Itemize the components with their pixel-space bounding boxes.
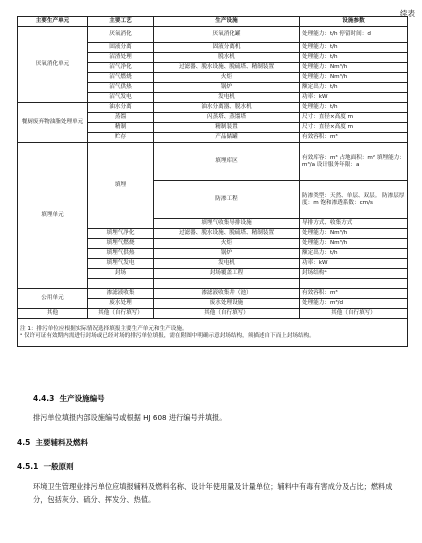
- section-number: 4.5.1: [17, 462, 39, 471]
- param-cell: 功率：kW: [300, 259, 408, 269]
- facility-cell: 过滤器、脱水设施、脱硫塔、精制装置: [154, 229, 300, 239]
- header-facility: 生产设施: [154, 17, 300, 27]
- param-cell: 处理能力：t/h: [300, 43, 408, 53]
- header-params: 设施参数: [300, 17, 408, 27]
- facility-cell: 厌氧消化罐: [154, 27, 300, 43]
- facility-cell: 废水处理设施: [154, 299, 300, 309]
- process-cell: 油水分离: [88, 103, 154, 113]
- facility-cell: 填埋库区: [154, 143, 300, 181]
- notes-cell: [18, 319, 408, 347]
- param-cell: 处理能力：t/h: [300, 53, 408, 63]
- param-cell: 尺寸：直径×高度 m: [300, 113, 408, 123]
- process-cell: 沼气燃烧: [88, 73, 154, 83]
- facility-cell: [154, 279, 300, 289]
- unit-oil: 餐厨废弃物油脂处理单元: [18, 103, 88, 143]
- param-cell: 其他（自行填写）: [300, 309, 408, 319]
- facility-cell: 闪蒸塔、蒸馏塔: [154, 113, 300, 123]
- table-row: [18, 289, 408, 299]
- section-title: 主要辅料及燃料: [35, 438, 89, 447]
- section-4-5-1-heading: [17, 461, 74, 472]
- process-cell: 蒸馏: [88, 113, 154, 123]
- param-cell: 有效容积：m³: [300, 289, 408, 299]
- note-a: ᵃ 仅许可证有效期内需进行封场或已经对场的排污单位填报，需在附图中明确示意封场结构，须描述自下而上封场结构。: [20, 332, 315, 339]
- facility-cell: 锅炉: [154, 83, 300, 93]
- section-4-4-3-text: 排污单位填报内部设施编号或根据 HJ 608 进行编号并填报。: [33, 413, 227, 422]
- facility-cell: 渗滤液收集井（池）: [154, 289, 300, 299]
- param-cell: 处理能力：Nm³/h: [300, 229, 408, 239]
- section-title: 生产设施编号: [59, 394, 105, 403]
- table-row: [18, 143, 408, 181]
- table-row: [18, 27, 408, 43]
- process-cell: 填埋气发电: [88, 259, 154, 269]
- facility-cell: 填埋气收集导排设施: [154, 219, 300, 229]
- facility-cell: 其他（自行填写）: [154, 309, 300, 319]
- process-cell: 封场: [88, 269, 154, 279]
- param-cell: 封场结构ᵃ: [300, 269, 408, 279]
- param-cell: 导排方式、收集方式: [300, 219, 408, 229]
- facility-cell: 脱水机: [154, 53, 300, 63]
- facility-cell: 火炬: [154, 239, 300, 249]
- continued-label: 续表: [400, 9, 415, 18]
- param-cell: 处理能力：Nm³/h: [300, 239, 408, 249]
- process-cell: 沼气净化: [88, 63, 154, 73]
- param-cell: 有效容积：m³: [300, 133, 408, 143]
- unit-anaerobic: 厌氧消化单元: [18, 27, 88, 103]
- param-cell: 功率：kW: [300, 93, 408, 103]
- process-cell: 固液分离: [88, 43, 154, 53]
- param-cell: 尺寸：直径×高度 m: [300, 123, 408, 133]
- facility-cell: 产品储罐: [154, 133, 300, 143]
- table-row-other: [18, 309, 408, 319]
- section-4-4-3-heading: [33, 393, 105, 404]
- process-cell: 沼气发电: [88, 93, 154, 103]
- facility-cell: 发电机: [154, 259, 300, 269]
- section-4-5-1-text: 环境卫生管理业排污单位应填报辅料及燃料名称、设计年使用量及计量单位；辅料中有毒有害成分及占比；燃料成分，包括灰分、硫分、挥发分、热值。: [33, 482, 393, 504]
- section-4-5-heading: [17, 437, 88, 448]
- unit-other: 其他: [18, 309, 88, 319]
- param-cell: 额定出力：t/h: [300, 83, 408, 93]
- facility-cell: 发电机: [154, 93, 300, 103]
- process-cell: 沼渣处理: [88, 53, 154, 63]
- process-cell: 精制: [88, 123, 154, 133]
- process-cell: 填埋气供热: [88, 249, 154, 259]
- header-unit: 主要生产单元: [18, 17, 88, 27]
- param-cell: 处理能力：Nm³/h: [300, 63, 408, 73]
- process-cell: 填埋气燃烧: [88, 239, 154, 249]
- param-cell: 处理能力：t/h: [300, 103, 408, 113]
- note-1: 注 1：排污单位应根据实际情况选择填报主要生产单元和生产设施。: [20, 325, 188, 332]
- param-cell: 处理能力：t/h 停留时间：d: [300, 27, 408, 43]
- header-process: 主要工艺: [88, 17, 154, 27]
- unit-landfill: 填埋单元: [18, 143, 88, 289]
- section-number: 4.5: [17, 438, 31, 447]
- process-cell: 填埋气净化: [88, 229, 154, 239]
- param-cell: 防渗类型：天然、单层、双层。 防渗层厚度：m 饱和渗透系数：cm/s: [300, 181, 408, 219]
- unit-public: 公用单元: [18, 289, 88, 309]
- section-title: 一般原则: [43, 462, 74, 471]
- process-cell: 渗滤液收集: [88, 289, 154, 299]
- param-cell: 额定出力：t/h: [300, 249, 408, 259]
- facility-cell: 锅炉: [154, 249, 300, 259]
- process-cell: 贮存: [88, 133, 154, 143]
- section-number: 4.4.3: [33, 394, 55, 403]
- process-cell: 其他（自行填写）: [88, 309, 154, 319]
- facility-cell: 防渗工程: [154, 181, 300, 219]
- process-cell: 填埋: [88, 143, 154, 229]
- facility-table: [17, 16, 408, 347]
- table-header: [18, 17, 408, 27]
- facility-cell: 封场覆盖工程: [154, 269, 300, 279]
- process-cell: 厌氧消化: [88, 27, 154, 43]
- table-notes: [18, 319, 408, 347]
- param-cell: 处理能力：m³/d: [300, 299, 408, 309]
- facility-cell: 火炬: [154, 73, 300, 83]
- facility-cell: 精制装置: [154, 123, 300, 133]
- param-cell: 处理能力：Nm³/h: [300, 73, 408, 83]
- process-cell: [88, 279, 154, 289]
- table-row: [18, 103, 408, 113]
- facility-cell: 过滤器、脱水设施、脱硫塔、精制装置: [154, 63, 300, 73]
- facility-cell: 油水分离器、脱水机: [154, 103, 300, 113]
- param-cell: 有效库容：m³ 占地面积：m² 填埋能力：m³/a 设计服务年限：a: [300, 143, 408, 181]
- param-cell: [300, 279, 408, 289]
- process-cell: 沼气供热: [88, 83, 154, 93]
- facility-cell: 固液分离机: [154, 43, 300, 53]
- process-cell: 废水处理: [88, 299, 154, 309]
